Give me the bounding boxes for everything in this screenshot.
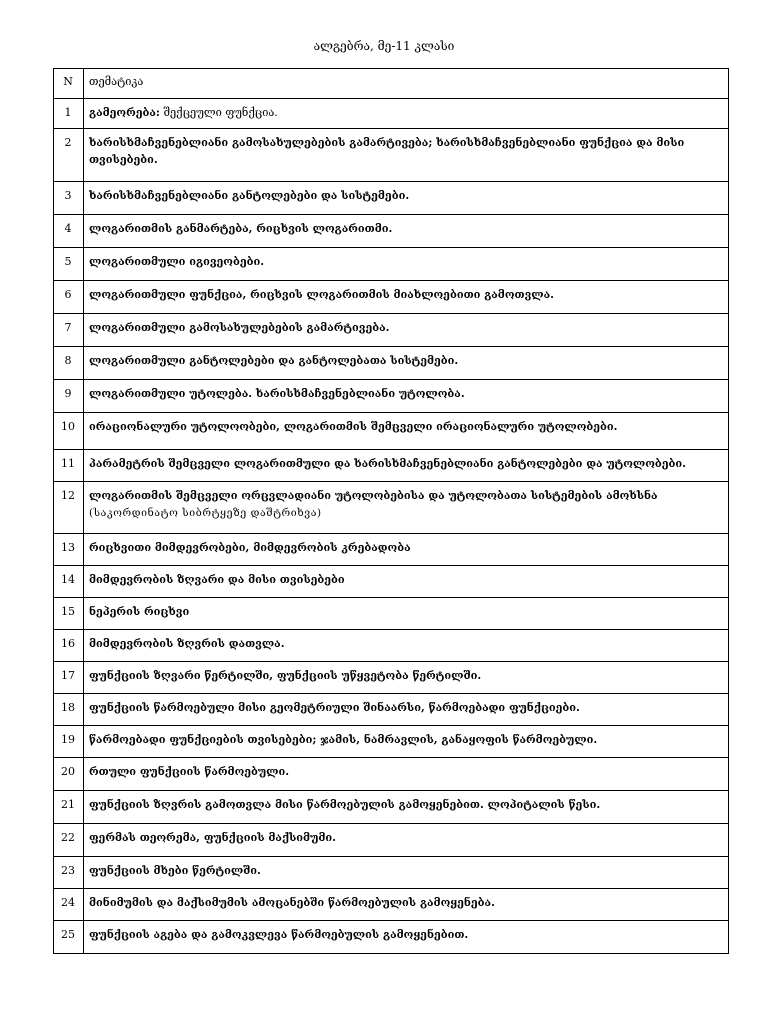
row-topic [84, 857, 729, 889]
topic-text: პარამეტრის შემცველი ლოგარითმული და ხარისხმაჩვენებლიანი განტოლებები და უტოლობები. [89, 457, 686, 470]
row-number: 11 [54, 450, 84, 482]
table-row [54, 482, 729, 534]
table-row [54, 347, 729, 380]
row-topic [84, 662, 729, 694]
topic-text: ლოგარითმული ფუნქცია, რიცხვის ლოგარითმის მიახლოებითი გამოთვლა. [89, 288, 554, 301]
topic-text: მიმდევრობის ზღვარი და მისი თვისებები [89, 573, 345, 586]
row-topic [84, 314, 729, 347]
topics-table [53, 68, 729, 954]
table-row [54, 182, 729, 215]
topic-text: ფუნქციის აგება და გამოკვლევა წარმოებულის გამოყენებით. [89, 928, 469, 941]
row-topic [84, 129, 729, 182]
row-number: 15 [54, 598, 84, 630]
topic-text: რიცხვითი მიმდევრობები, მიმდევრობის კრებადობა [89, 541, 411, 554]
table-row [54, 129, 729, 182]
table-row [54, 726, 729, 758]
topic-text: ხარისხმაჩვენებლიანი გამოსახულებების გამარტივება; ხარისხმაჩვენებლიანი ფუნქცია და მისი თვისებები. [89, 136, 685, 166]
table-row [54, 857, 729, 889]
row-number: 2 [54, 129, 84, 182]
topic-text: ლოგარითმის შემცველი ორცვლადიანი უტოლობებისა და უტოლობათა სისტემების ამოხსნა [89, 489, 658, 502]
row-number: 22 [54, 824, 84, 857]
row-number: 25 [54, 921, 84, 954]
topic-text: ფუნქციის ზღვარი წერტილში, ფუნქციის უწყვეტობა წერტილში. [89, 669, 482, 682]
row-number: 24 [54, 889, 84, 921]
topic-label: გამეორება: [89, 106, 160, 119]
topic-text: ლოგარითმული უტოლება. ხარისხმაჩვენებლიანი უტოლობა. [89, 387, 465, 400]
row-number: 6 [54, 281, 84, 314]
row-topic [84, 182, 729, 215]
row-topic [84, 450, 729, 482]
row-topic [84, 630, 729, 662]
row-number: 12 [54, 482, 84, 534]
topic-text: ფუნქციის წარმოებული მისი გეომეტრიული შინაარსი, წარმოებადი ფუნქციები. [89, 701, 580, 714]
table-row [54, 662, 729, 694]
row-number: 17 [54, 662, 84, 694]
row-number: 19 [54, 726, 84, 758]
row-number: 18 [54, 694, 84, 726]
table-row [54, 566, 729, 598]
row-number: 4 [54, 215, 84, 248]
table-row [54, 630, 729, 662]
row-topic [84, 726, 729, 758]
table-row [54, 380, 729, 413]
row-topic [84, 482, 729, 534]
table-row [54, 248, 729, 281]
table-row [54, 215, 729, 248]
table-row [54, 598, 729, 630]
topic-text: ლოგარითმული გამოსახულებების გამარტივება. [89, 321, 390, 334]
row-number: 20 [54, 758, 84, 791]
row-number: 9 [54, 380, 84, 413]
row-topic [84, 534, 729, 566]
table-row [54, 694, 729, 726]
topic-text: მიმდევრობის ზღვრის დათვლა. [89, 637, 285, 650]
row-number: 14 [54, 566, 84, 598]
topic-text: ფუნქციის მხები წერტილში. [89, 864, 261, 877]
row-number: 16 [54, 630, 84, 662]
table-row [54, 758, 729, 791]
row-topic [84, 248, 729, 281]
row-number: 21 [54, 791, 84, 824]
header-topic: თემატიკა [84, 69, 729, 99]
table-row [54, 791, 729, 824]
table-row [54, 921, 729, 954]
row-topic [84, 347, 729, 380]
row-topic [84, 791, 729, 824]
table-row [54, 534, 729, 566]
row-topic [84, 99, 729, 129]
row-topic [84, 694, 729, 726]
row-number: 3 [54, 182, 84, 215]
table-row [54, 450, 729, 482]
row-topic [84, 413, 729, 450]
table-row [54, 314, 729, 347]
row-topic [84, 380, 729, 413]
topic-text: მინიმუმის და მაქსიმუმის ამოცანებში წარმოებულის გამოყენება. [89, 896, 495, 909]
table-row [54, 281, 729, 314]
row-number: 5 [54, 248, 84, 281]
row-topic [84, 921, 729, 954]
page-title: ალგებრა, მე-11 კლასი [313, 39, 455, 53]
topic-text: ფერმას თეორემა, ფუნქციის მაქსიმუმი. [89, 831, 336, 844]
topic-text: ლოგარითმული განტოლებები და განტოლებათა სისტემები. [89, 354, 459, 367]
row-topic [84, 215, 729, 248]
row-number: 8 [54, 347, 84, 380]
row-topic [84, 824, 729, 857]
table-row [54, 99, 729, 129]
row-number: 1 [54, 99, 84, 129]
table-row [54, 413, 729, 450]
topic-text: შექცეული ფუნქცია. [159, 106, 278, 119]
row-number: 7 [54, 314, 84, 347]
topic-text: ლოგარითმის განმარტება, რიცხვის ლოგარითმი. [89, 222, 393, 235]
topic-text: ფუნქციის ზღვრის გამოთვლა მისი წარმოებულის გამოყენებით. ლოპიტალის წესი. [89, 798, 601, 811]
row-topic [84, 598, 729, 630]
topic-text: რთული ფუნქციის წარმოებული. [89, 765, 290, 778]
table-row [54, 824, 729, 857]
row-number: 10 [54, 413, 84, 450]
table-row [54, 889, 729, 921]
row-number: 23 [54, 857, 84, 889]
topic-text: ხარისხმაჩვენებლიანი განტოლებები და სისტემები. [89, 189, 410, 202]
topic-text: წარმოებადი ფუნქციების თვისებები; ჯამის, ნამრავლის, განაყოფის წარმოებული. [89, 733, 598, 746]
row-topic [84, 566, 729, 598]
row-topic [84, 758, 729, 791]
topic-note: (საკორდინატო სიბრტყეზე დაშტრიხვა) [89, 507, 322, 519]
topic-text: ნეპერის რიცხვი [89, 605, 190, 618]
row-topic [84, 281, 729, 314]
row-topic [84, 889, 729, 921]
topic-text: ლოგარითმული იგივეობები. [89, 255, 265, 268]
table-header-row [54, 69, 729, 99]
row-number: 13 [54, 534, 84, 566]
topic-text: ირაციონალური უტოლოობები, ლოგარითმის შემცველი ირაციონალური უტოლობები. [89, 420, 618, 433]
header-number: N [54, 69, 84, 99]
